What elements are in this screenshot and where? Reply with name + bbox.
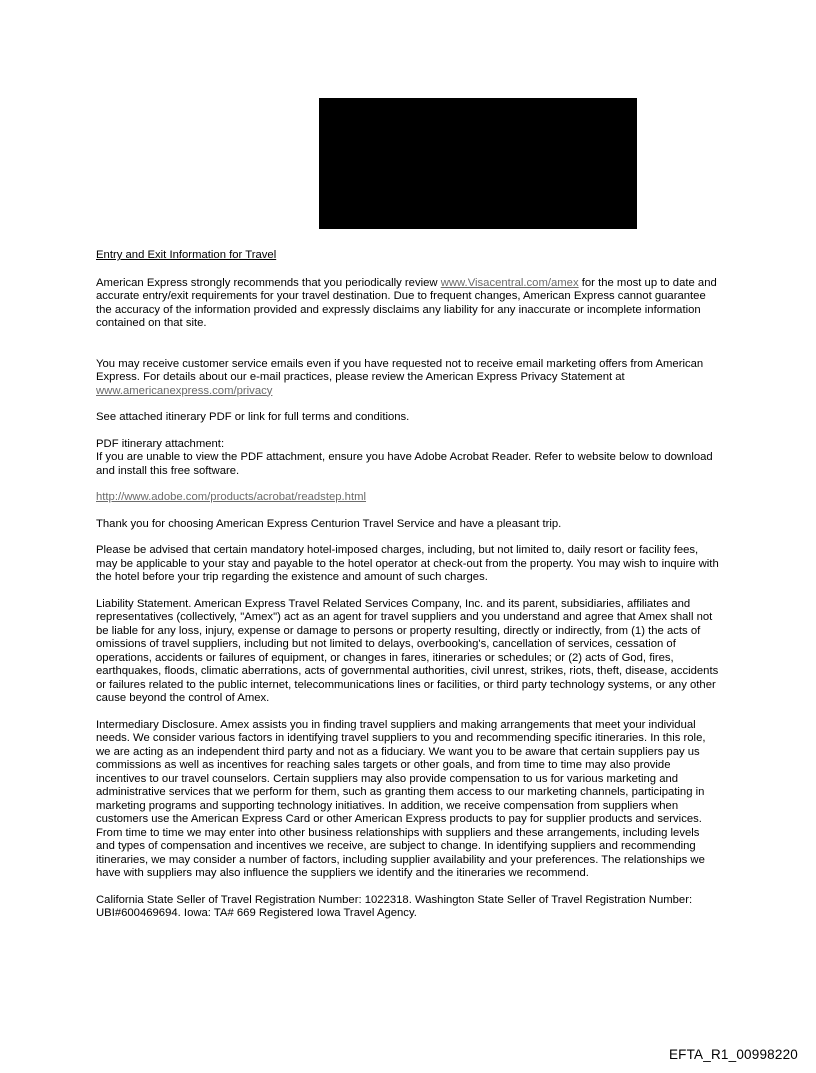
privacy-link[interactable]: www.americanexpress.com/privacy [96, 384, 273, 397]
redaction-block [319, 98, 637, 229]
bates-number: EFTA_R1_00998220 [668, 1047, 798, 1062]
registration-paragraph: California State Seller of Travel Registration Number: 1022318. Washington State Seller of Travel Registration Number: UBI#600469694. Iowa: TA# 669 Registered Iowa Travel Agency. [96, 893, 693, 919]
entry-text-before: American Express strongly recommends that you periodically review [96, 276, 441, 289]
email-paragraph [96, 358, 720, 399]
document-body [96, 249, 720, 921]
entry-exit-paragraph [96, 277, 720, 331]
email-text: You may receive customer service emails even if you have requested not to receive email marketing offers from American Express. For details about our e-mail practices, please review the American Express Privacy Statement at [96, 357, 704, 383]
visacentral-link[interactable]: www.Visacentral.com/amex [440, 276, 579, 289]
section-heading: Entry and Exit Information for Travel [96, 249, 277, 261]
pdf-title: PDF itinerary attachment: [96, 437, 225, 450]
pdf-body: If you are unable to view the PDF attachment, ensure you have Adobe Acrobat Reader. Refer to website below to download and install this free software. [96, 451, 713, 477]
thanks-paragraph: Thank you for choosing American Express Centurion Travel Service and have a pleasant trip. [96, 517, 562, 530]
liability-paragraph: Liability Statement. American Express Travel Related Services Company, Inc. and its parent, subsidiaries, affiliates and representatives (collectively, "Amex") act as an agent for travel suppliers and you understand and agree that Amex shall not be liable for any loss, injury, expense or damage to persons or property resulting, directly or indirectly, from (1) the acts of omissions of travel suppliers, including but not limited to delays, overbooking's, cancellation of services, cessation of operations, accidents or failures of equipment, or changes in fares, itineraries or schedules; or (2) acts of God, fires, earthquakes, floods, climatic aberrations, acts of governmental authorities, civil unrest, strikes, riots, theft, disease, accidents or failures related to the public internet, telecommunications lines or facilities, or third party technology systems, or any other cause beyond the control of Amex. [96, 597, 719, 704]
hotel-notice-paragraph: Please be advised that certain mandatory hotel-imposed charges, including, but not limited to, daily resort or facility fees, may be applicable to your stay and payable to the hotel operator at check-out from the property. You may wish to inquire with the hotel before your trip regarding the existence and amount of such charges. [96, 544, 719, 583]
see-attached-paragraph: See attached itinerary PDF or link for full terms and conditions. [96, 411, 410, 423]
adobe-link[interactable]: http://www.adobe.com/products/acrobat/readstep.html [96, 491, 367, 503]
intermediary-paragraph: Intermediary Disclosure. Amex assists you in finding travel suppliers and making arrangements that meet your individual needs. We consider various factors in identifying travel suppliers to you and recommending specific itineraries. In this role, we are acting as an independent third party and not as a fiduciary. We want you to be aware that certain suppliers pay us commissions as well as incentives for reaching sales targets or other goals, and from time to time may also provide incentives to our travel counselors. Certain suppliers may also provide compensation to us for various marketing and administrative services that we perform for them, such as granting them access to our marketing channels, participating in marketing programs and supporting technology initiatives. In addition, we receive compensation from suppliers when customers use the American Express Card or other American Express products to pay for supplier products and services. From time to time we may enter into other business relationships with suppliers and these arrangements, including levels and types of compensation and incentives we receive, are subject to change. In identifying suppliers and recommending itineraries, we may consider a number of factors, including supplier availability and your preferences. The relationships we have with suppliers may also influence the suppliers we identify and the itineraries we recommend. [96, 718, 706, 879]
entry-text-after: for the most up to date and accurate entry/exit requirements for your travel destination. Due to frequent changes, American Express cannot guarantee the accuracy of the information provided and expressly disclaims any liability for any inaccurate or incomplete information contained on that site. [96, 276, 717, 329]
